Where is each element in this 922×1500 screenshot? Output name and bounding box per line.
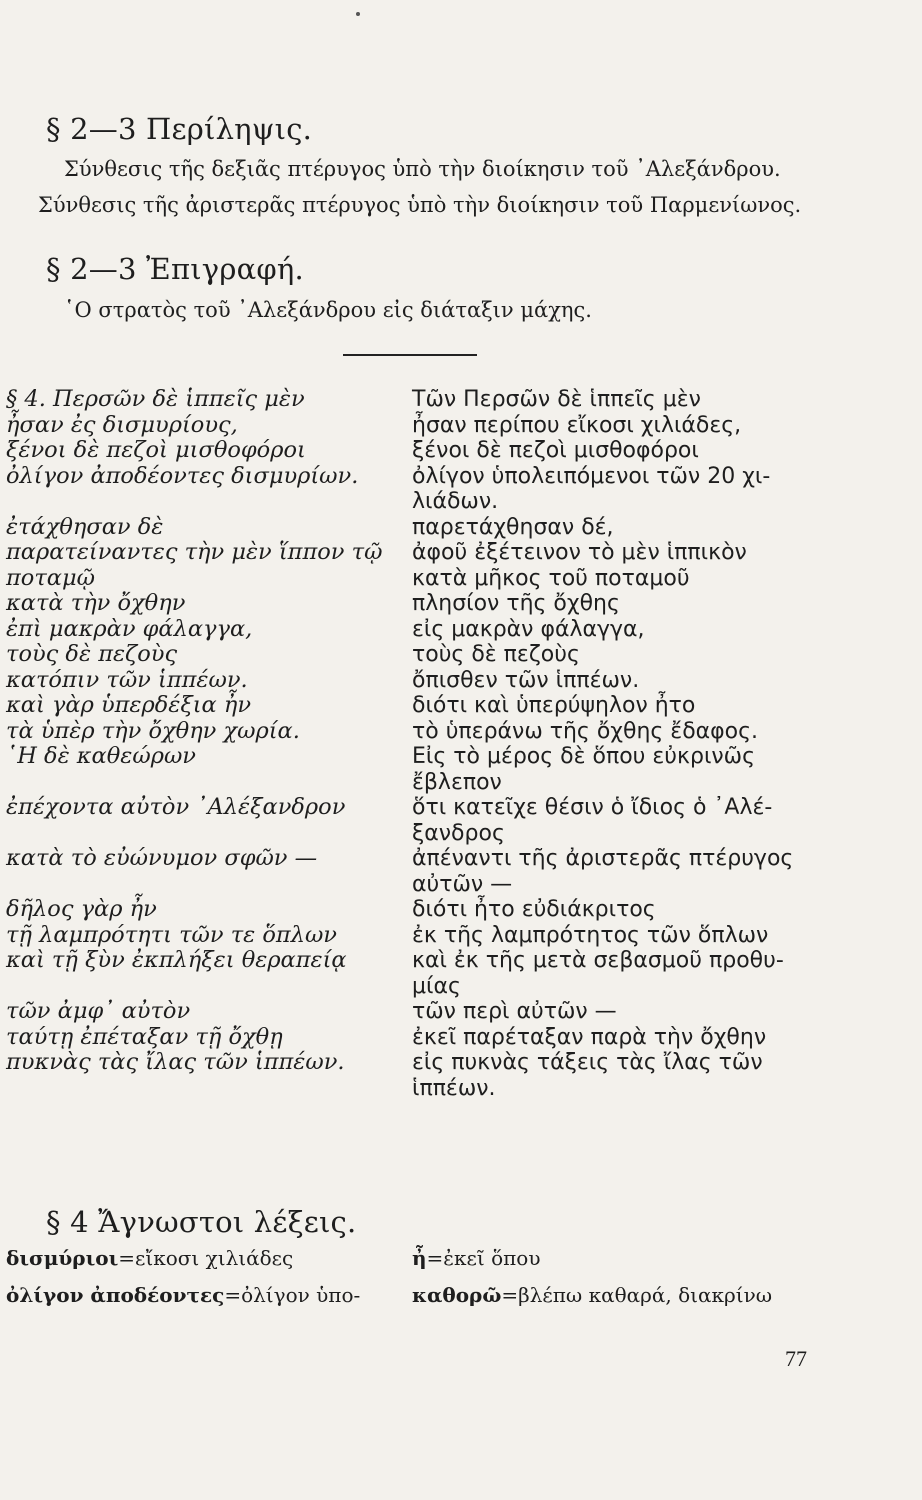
ancient-text-line [6,770,396,796]
translation-line: διότι ἦτο εὐδιάκριτος [412,897,656,922]
vocab-term: καθορῶ [412,1283,502,1307]
caption-heading: § 2—3 Ἐπιγραφή. [46,252,304,286]
translation-line: παρετάχθησαν δέ, [412,514,614,540]
ancient-text-line: ἦσαν ἐς δισμυρίους, [6,411,238,438]
translation-line: διότι καὶ ὑπερύψηλον ἦτο [412,693,696,718]
vocab-entry [412,1283,772,1307]
vocab-gloss: =βλέπω καθαρά, διακρίνω [501,1283,773,1307]
ancient-text-line: ἐπέχοντα αὐτὸν ᾿Αλέξανδρον [6,794,346,820]
translation-line: Εἰς τὸ μέρος δὲ ὅπου εὐκρινῶς [412,744,756,769]
translation-line: ὄπισθεν τῶν ἱππέων. [412,667,640,693]
ancient-text-line: ταύτῃ ἐπέταξαν τῇ ὄχθῃ [6,1023,283,1050]
translation-line: αὐτῶν — [412,871,513,897]
ancient-text-line: τῇ λαμπρότητι τῶν τε ὅπλων [6,921,337,948]
ancient-text-column [6,387,396,1076]
translation-line: ἱππέων. [412,1075,496,1101]
ancient-text-line: κατόπιν τῶν ἱππέων. [6,666,248,693]
translation-line: τῶν περὶ αὐτῶν — [412,999,617,1024]
translation-line: εἰς μακρὰν φάλαγγα, [412,616,645,642]
vocab-gloss: =ὀλίγον ὑπο- [224,1283,361,1307]
translation-line: καὶ ἐκ τῆς μετὰ σεβασμοῦ προθυ- [412,948,784,973]
translation-line: μίας [412,973,461,999]
ancient-text-line [6,974,396,1000]
ancient-text-line: τῶν ἀμφ᾿ αὐτὸν [6,998,191,1024]
translation-line: ξένοι δὲ πεζοὶ μισθοφόροι [412,438,699,463]
ancient-text-line: ἐτάχθησαν δὲ [6,513,164,540]
ancient-text-line: ποταμῷ [6,564,95,591]
vocab-entry [412,1246,540,1270]
translation-line: ὀλίγον ὑπολειπόμενοι τῶν 20 χι- [412,463,771,489]
translation-line: Τῶν Περσῶν δὲ ἱππεῖς μὲν [412,387,701,412]
translation-line: εἰς πυκνὰς τάξεις τὰς ἴλας τῶν [412,1050,763,1075]
translation-line: ἦσαν περίπου εἴκοσι χιλιάδες, [412,412,742,438]
caption-line: ῾Ο στρατὸς τοῦ ᾿Αλεξάνδρου εἰς διάταξιν μάχης. [64,298,592,322]
ancient-text-line: ἐπὶ μακρὰν φάλαγγα, [6,615,253,642]
summary-heading: § 2—3 Περίληψις. [46,112,313,146]
ancient-text-line: καὶ γὰρ ὑπερδέξια ἦν [6,692,252,718]
vocab-term: ἦ [412,1246,427,1270]
ancient-text-line [6,821,396,847]
vocab-entry [6,1246,293,1270]
translation-line: ἀφοῦ ἐξέτεινον τὸ μὲν ἱππικὸν [412,540,747,565]
translation-column [412,387,822,1101]
vocab-gloss: =ἐκεῖ ὅπου [426,1246,541,1270]
translation-line: πλησίον τῆς ὄχθης [412,591,620,616]
ancient-text-line: ῾Η δὲ καθεώρων [6,743,196,769]
ancient-text-line: κατὰ τὸ εὐώνυμον σφῶν — [6,845,318,871]
vocab-entry [6,1283,360,1307]
ancient-text-line: πυκνὰς τὰς ἴλας τῶν ἱππέων. [6,1049,345,1075]
translation-line: ἔβλεπον [412,769,502,795]
vocab-term: ὀλίγον ἀποδέοντες [6,1283,225,1307]
ancient-text-line: § 4. Περσῶν δὲ ἱππεῖς μὲν [6,386,305,412]
ancient-text-line: τὰ ὑπὲρ τὴν ὄχθην χωρία. [6,717,300,744]
print-speck [356,12,360,16]
section-divider [343,354,477,356]
ancient-text-line [6,872,396,898]
translation-line: ὅτι κατεῖχε θέσιν ὁ ἴδιος ὁ ᾿Αλέ- [412,795,773,820]
ancient-text-line: ξένοι δὲ πεζοὶ μισθοφόροι [6,437,306,463]
summary-line: Σύνθεσις τῆς ἀριστερᾶς πτέρυγος ὑπὸ τὴν διοίκησιν τοῦ Παρμενίωνος. [38,193,802,217]
ancient-text-line: παρατείναντες τὴν μὲν ἵππον τῷ [6,539,383,565]
ancient-text-line: τοὺς δὲ πεζοὺς [6,641,178,667]
summary-line: Σύνθεσις τῆς δεξιᾶς πτέρυγος ὑπὸ τὴν διοίκησιν τοῦ ᾿Αλεξάνδρου. [64,157,781,181]
translation-line: ἐκεῖ παρέταξαν παρὰ τὴν ὄχθην [412,1024,767,1050]
translation-line: ἀπέναντι τῆς ἀριστερᾶς πτέρυγος [412,846,794,871]
translation-line: τὸ ὑπεράνω τῆς ὄχθης ἔδαφος. [412,718,759,744]
ancient-text-line: ὀλίγον ἀποδέοντες δισμυρίων. [6,462,359,489]
page-number: 77 [785,1346,807,1371]
ancient-text-line: κατὰ τὴν ὄχθην [6,590,186,616]
ancient-text-line [6,489,396,515]
translation-line: κατὰ μῆκος τοῦ ποταμοῦ [412,565,690,591]
translation-line: λιάδων. [412,489,499,514]
ancient-text-line: δῆλος γὰρ ἦν [6,896,157,922]
vocabulary-heading: § 4 Ἄγνωστοι λέξεις. [46,1205,357,1239]
translation-line: τοὺς δὲ πεζοὺς [412,642,580,667]
vocab-term: δισμύριοι [6,1246,119,1270]
translation-line: ἐκ τῆς λαμπρότητος τῶν ὅπλων [412,922,769,948]
translation-line: ξανδρος [412,820,505,846]
ancient-text-line: καὶ τῇ ξὺν ἐκπλήξει θεραπείᾳ [6,947,347,973]
vocab-gloss: =εἴκοσι χιλιάδες [118,1246,294,1270]
